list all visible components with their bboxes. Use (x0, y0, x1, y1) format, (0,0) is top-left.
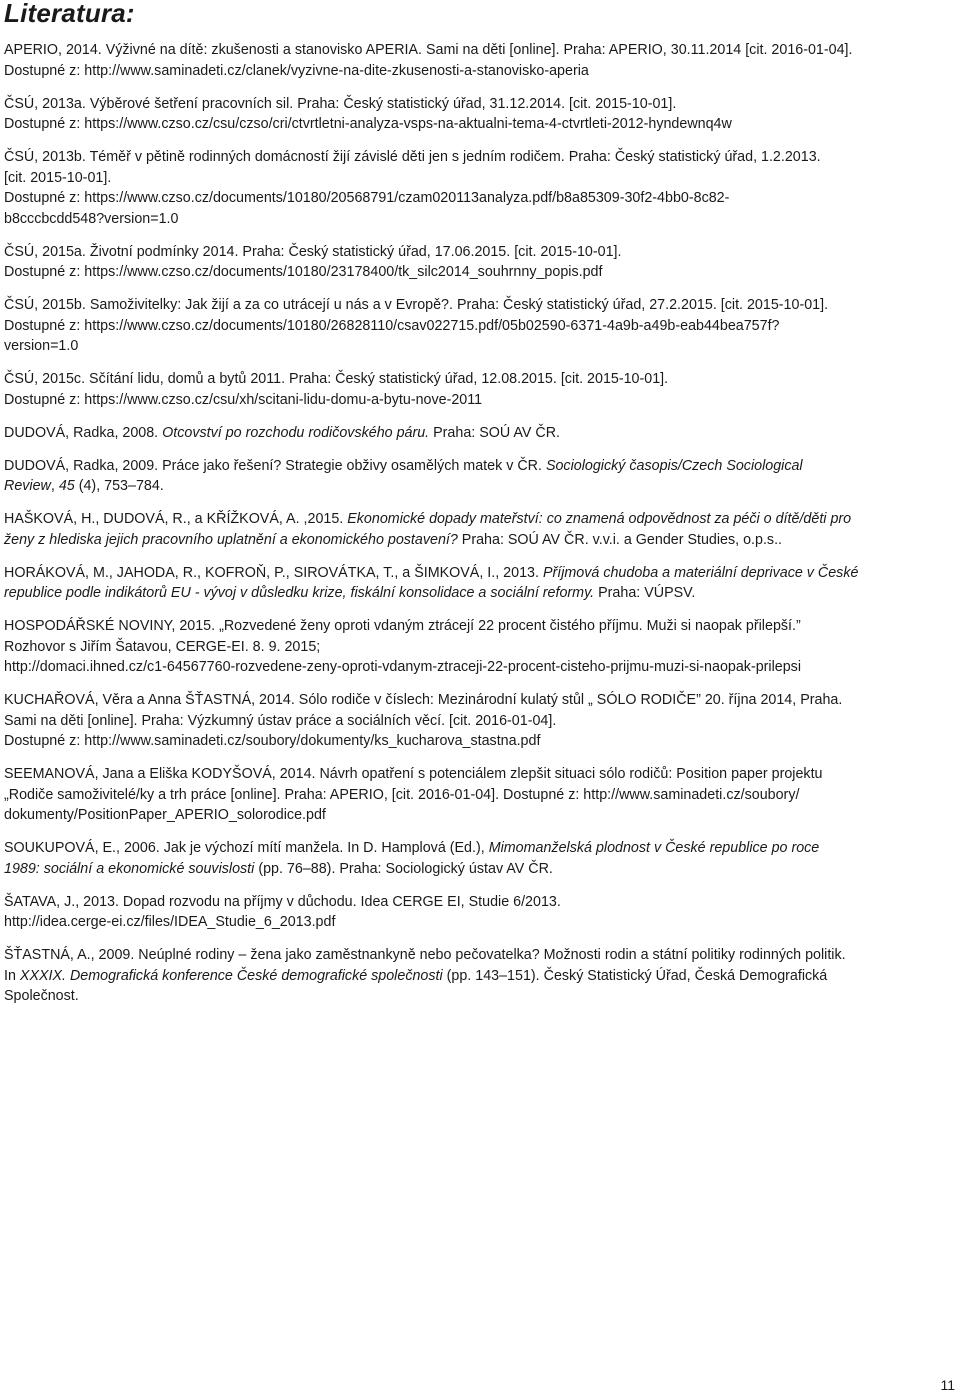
reference-title: ženy z hlediska jejich pracovního uplatnění a ekonomického postavení? (4, 531, 458, 548)
reference-item (4, 509, 944, 550)
reference-line: ŠATAVA, J., 2013. Dopad rozvodu na příjmy v důchodu. Idea CERGE EI, Studie 6/2013. (4, 893, 561, 910)
reference-item (4, 945, 944, 1007)
reference-line: ČSÚ, 2015b. Samoživitelky: Jak žijí a za co utrácejí u nás a v Evropě?. Praha: Český statistický úřad, 27.2.2015. [cit. 2015-10-01]. (4, 297, 829, 313)
reference-item (4, 892, 944, 933)
reference-item (4, 295, 944, 357)
reference-item (4, 563, 944, 604)
reference-line: Společnost. (4, 988, 79, 1004)
reference-link[interactable]: Dostupné z: https://www.czso.cz/documents/10180/20568791/czam020113analyza.pdf/b8a85309-30f2-4bb0-8c82- (4, 190, 730, 206)
reference-text: Praha: SOÚ AV ČR. (429, 424, 560, 441)
reference-line: [cit. 2015-10-01]. (4, 169, 112, 186)
reference-item (4, 94, 944, 135)
reference-link[interactable]: dokumenty/PositionPaper_APERIO_solorodice.pdf (4, 807, 326, 823)
reference-link[interactable]: Dostupné z: https://www.czso.cz/documents/10180/23178400/tk_silc2014_souhrnny_popis.pdf (4, 264, 603, 280)
reference-line: ČSÚ, 2013b. Téměř v pětině rodinných domácností žijí závislé děti jen s jedním rodičem. Praha: Český statistický úřad, 1.2.2013. (4, 149, 821, 165)
reference-line (4, 530, 944, 551)
reference-item (4, 456, 944, 497)
reference-line: „Rodiče samoživitelé/ky a trh práce [online]. Praha: APERIO, [cit. 2016-01-04]. Dostupné z: http://www.saminadeti.cz/soubory/ (4, 786, 800, 803)
reference-link[interactable]: version=1.0 (4, 338, 79, 354)
reference-line: ČSÚ, 2013a. Výběrové šetření pracovních sil. Praha: Český statistický úřad, 31.12.2014. [cit. 2015-10-01]. (4, 95, 677, 112)
reference-text: DUDOVÁ, Radka, 2008. (4, 424, 163, 441)
reference-link[interactable]: Dostupné z: http://www.saminadeti.cz/clanek/vyzivne-na-dite-zkusenosti-a-stanovisko-aperia (4, 62, 589, 79)
reference-line: Sami na děti [online]. Praha: Výzkumný ústav práce a sociálních věcí. [cit. 2016-01-04]. (4, 712, 557, 729)
reference-text: HORÁKOVÁ, M., JAHODA, R., KOFROŇ, P., SIROVÁTKA, T., a ŠIMKOVÁ, I., 2013. (4, 564, 543, 581)
reference-line (4, 509, 944, 530)
reference-link[interactable]: Dostupné z: https://www.czso.cz/csu/czso/cri/ctvrtletni-analyza-vsps-na-aktualni-tema-4-ctvrtleti-2012-hyndewnq4w (4, 116, 732, 132)
reference-item (4, 616, 944, 678)
page-title: Literatura: (4, 0, 135, 28)
reference-line: ČSÚ, 2015c. Sčítání lidu, domů a bytů 2011. Praha: Český statistický úřad, 12.08.2015. [cit. 2015-10-01]. (4, 371, 669, 387)
reference-list (4, 40, 944, 1019)
reference-line (4, 838, 944, 859)
reference-text: In (4, 967, 20, 984)
reference-text: (pp. 76–88). Praha: Sociologický ústav AV ČR. (254, 860, 553, 877)
reference-line (4, 966, 944, 987)
reference-item (4, 40, 944, 81)
reference-text: Praha: VÚPSV. (594, 585, 696, 601)
reference-item (4, 423, 944, 444)
reference-text: SOUKUPOVÁ, E., 2006. Jak je výchozí mítí manžela. In D. Hamplová (Ed.), (4, 840, 489, 856)
reference-line (4, 583, 944, 604)
reference-line: APERIO, 2014. Výživné na dítě: zkušenosti a stanovisko APERIA. Sami na děti [online]. Praha: APERIO, 30.11.2014 [cit. 2016-01-04]. (4, 42, 853, 58)
reference-link[interactable]: Dostupné z: https://www.czso.cz/documents/10180/26828110/csav022715.pdf/05b02590-6371-4a9b-a49b-eab44bea757f? (4, 317, 780, 334)
reference-link[interactable]: Dostupné z: https://www.czso.cz/csu/xh/scitani-lidu-domu-a-bytu-nove-2011 (4, 391, 483, 408)
reference-title: XXXIX. Demografická konference České demografické společnosti (19, 967, 443, 984)
reference-link[interactable]: Dostupné z: http://www.saminadeti.cz/soubory/dokumenty/ks_kucharova_stastna.pdf (4, 733, 541, 749)
reference-text: Praha: SOÚ AV ČR. v.v.i. a Gender Studies, o.p.s.. (457, 531, 783, 548)
reference-item (4, 690, 944, 752)
reference-journal: Review (4, 478, 51, 494)
reference-line (4, 423, 944, 444)
reference-text: (pp. 143–151). Český Statistický Úřad, Česká Demografická (442, 967, 828, 984)
reference-title: 1989: sociální a ekonomické souvislosti (4, 860, 255, 877)
reference-text: , (50, 478, 59, 494)
reference-item (4, 838, 944, 879)
reference-line: KUCHAŘOVÁ, Věra a Anna ŠŤASTNÁ, 2014. Sólo rodiče v číslech: Mezinárodní kulatý stůl „ SÓLO RODIČE” 20. října 2014, Praha. (4, 692, 843, 708)
reference-line: Rozhovor s Jiřím Šatavou, CERGE-EI. 8. 9. 2015; (4, 638, 321, 655)
reference-link[interactable]: http://domaci.ihned.cz/c1-64567760-rozvedene-zeny-oproti-vdanym-ztraceji-22-procent-cisteho-prijmu-muzi-si-naopak-prilepsi (4, 659, 802, 675)
reference-journal: Sociologický časopis/Czech Sociological (545, 457, 803, 474)
reference-text: HAŠKOVÁ, H., DUDOVÁ, R., a KŘÍŽKOVÁ, A. ,2015. (4, 511, 348, 527)
page-number: 11 (940, 1377, 955, 1393)
reference-line: HOSPODÁŘSKÉ NOVINY, 2015. „Rozvedené ženy oproti vdaným ztrácejí 22 procent čistého příjmu. Muži si naopak přilepší.” (4, 618, 801, 634)
reference-volume: 45 (58, 478, 75, 494)
reference-title: Otcovství po rozchodu rodičovského páru. (162, 424, 430, 441)
reference-item (4, 147, 944, 229)
reference-item (4, 764, 944, 826)
reference-title: republice podle indikátorů EU - vývoj v důsledku krize, fiskální konsolidace a sociální reformy. (4, 585, 595, 601)
reference-line: ČSÚ, 2015a. Životní podmínky 2014. Praha: Český statistický úřad, 17.06.2015. [cit. 2015-10-01]. (4, 243, 622, 260)
reference-link[interactable]: http://idea.cerge-ei.cz/files/IDEA_Studie_6_2013.pdf (4, 914, 336, 930)
reference-line (4, 563, 944, 584)
reference-item (4, 242, 944, 283)
reference-line (4, 859, 944, 880)
reference-title: Mimomanželská plodnost v České republice po roce (488, 840, 820, 856)
reference-line: ŠŤASTNÁ, A., 2009. Neúplné rodiny – žena jako zaměstnankyně nebo pečovatelka? Možnosti rodin a státní politiky rodinných politik. (4, 947, 846, 963)
reference-title: Ekonomické dopady mateřství: co znamená odpovědnost za péči o dítě/děti pro (347, 511, 852, 527)
reference-line: SEEMANOVÁ, Jana a Eliška KODYŠOVÁ, 2014. Návrh opatření s potenciálem zlepšit situaci sólo rodičů: Position paper projektu (4, 766, 823, 782)
reference-line (4, 476, 944, 497)
reference-line (4, 456, 944, 477)
reference-text: (4), 753–784. (74, 478, 164, 494)
reference-text: DUDOVÁ, Radka, 2009. Práce jako řešení? Strategie obživy osamělých matek v ČR. (4, 457, 546, 474)
reference-item (4, 369, 944, 410)
reference-link[interactable]: b8cccbcdd548?version=1.0 (4, 210, 179, 227)
reference-title: Příjmová chudoba a materiální deprivace v České (542, 564, 859, 581)
